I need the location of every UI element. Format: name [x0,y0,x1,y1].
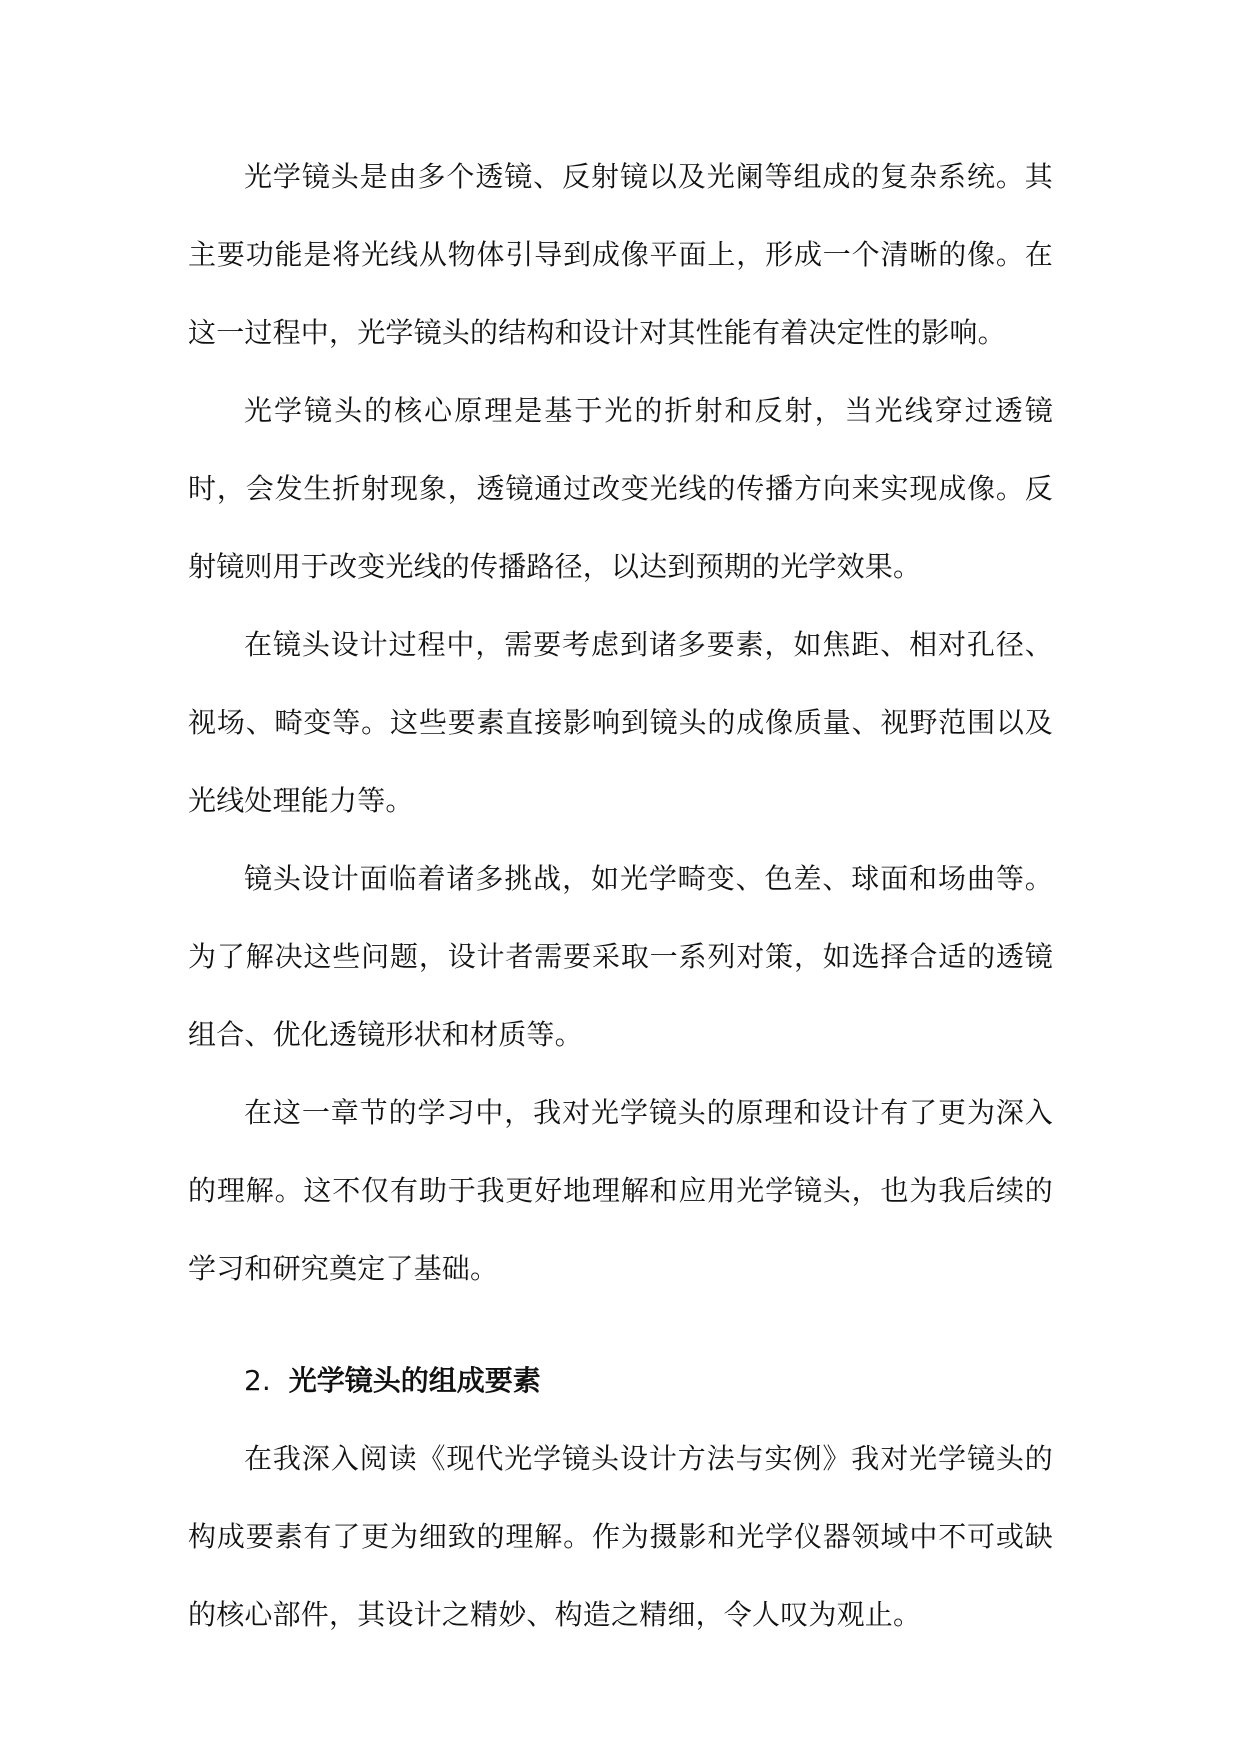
paragraph-components-intro: 在我深入阅读《现代光学镜头设计方法与实例》我对光学镜头的构成要素有了更为细致的理解。作为摄影和光学仪器领域中不可或缺的核心部件，其设计之精妙、构造之精细，令人叹为观止。 [188,1442,1053,1631]
section-heading [188,1342,1053,1420]
paragraph-chapter-summary: 在这一章节的学习中，我对光学镜头的原理和设计有了更为深入的理解。这不仅有助于我更好地理解和应用光学镜头，也为我后续的学习和研究奠定了基础。 [188,1096,1053,1285]
paragraph-core-principle: 光学镜头的核心原理是基于光的折射和反射，当光线穿过透镜时，会发生折射现象，透镜通过改变光线的传播方向来实现成像。反射镜则用于改变光线的传播路径，以达到预期的光学效果。 [188,394,1053,583]
paragraph-lens-system: 光学镜头是由多个透镜、反射镜以及光阑等组成的复杂系统。其主要功能是将光线从物体引导到成像平面上，形成一个清晰的像。在这一过程中，光学镜头的结构和设计对其性能有着决定性的影响。 [188,160,1053,349]
document-body [188,138,1053,1654]
section-number: 2. [244,1364,271,1397]
section-title: 光学镜头的组成要素 [288,1364,541,1397]
paragraph-design-challenges: 镜头设计面临着诸多挑战，如光学畸变、色差、球面和场曲等。为了解决这些问题，设计者需要采取一系列对策，如选择合适的透镜组合、优化透镜形状和材质等。 [188,862,1053,1051]
paragraph-design-factors: 在镜头设计过程中，需要考虑到诸多要素，如焦距、相对孔径、视场、畸变等。这些要素直接影响到镜头的成像质量、视野范围以及光线处理能力等。 [188,628,1053,817]
